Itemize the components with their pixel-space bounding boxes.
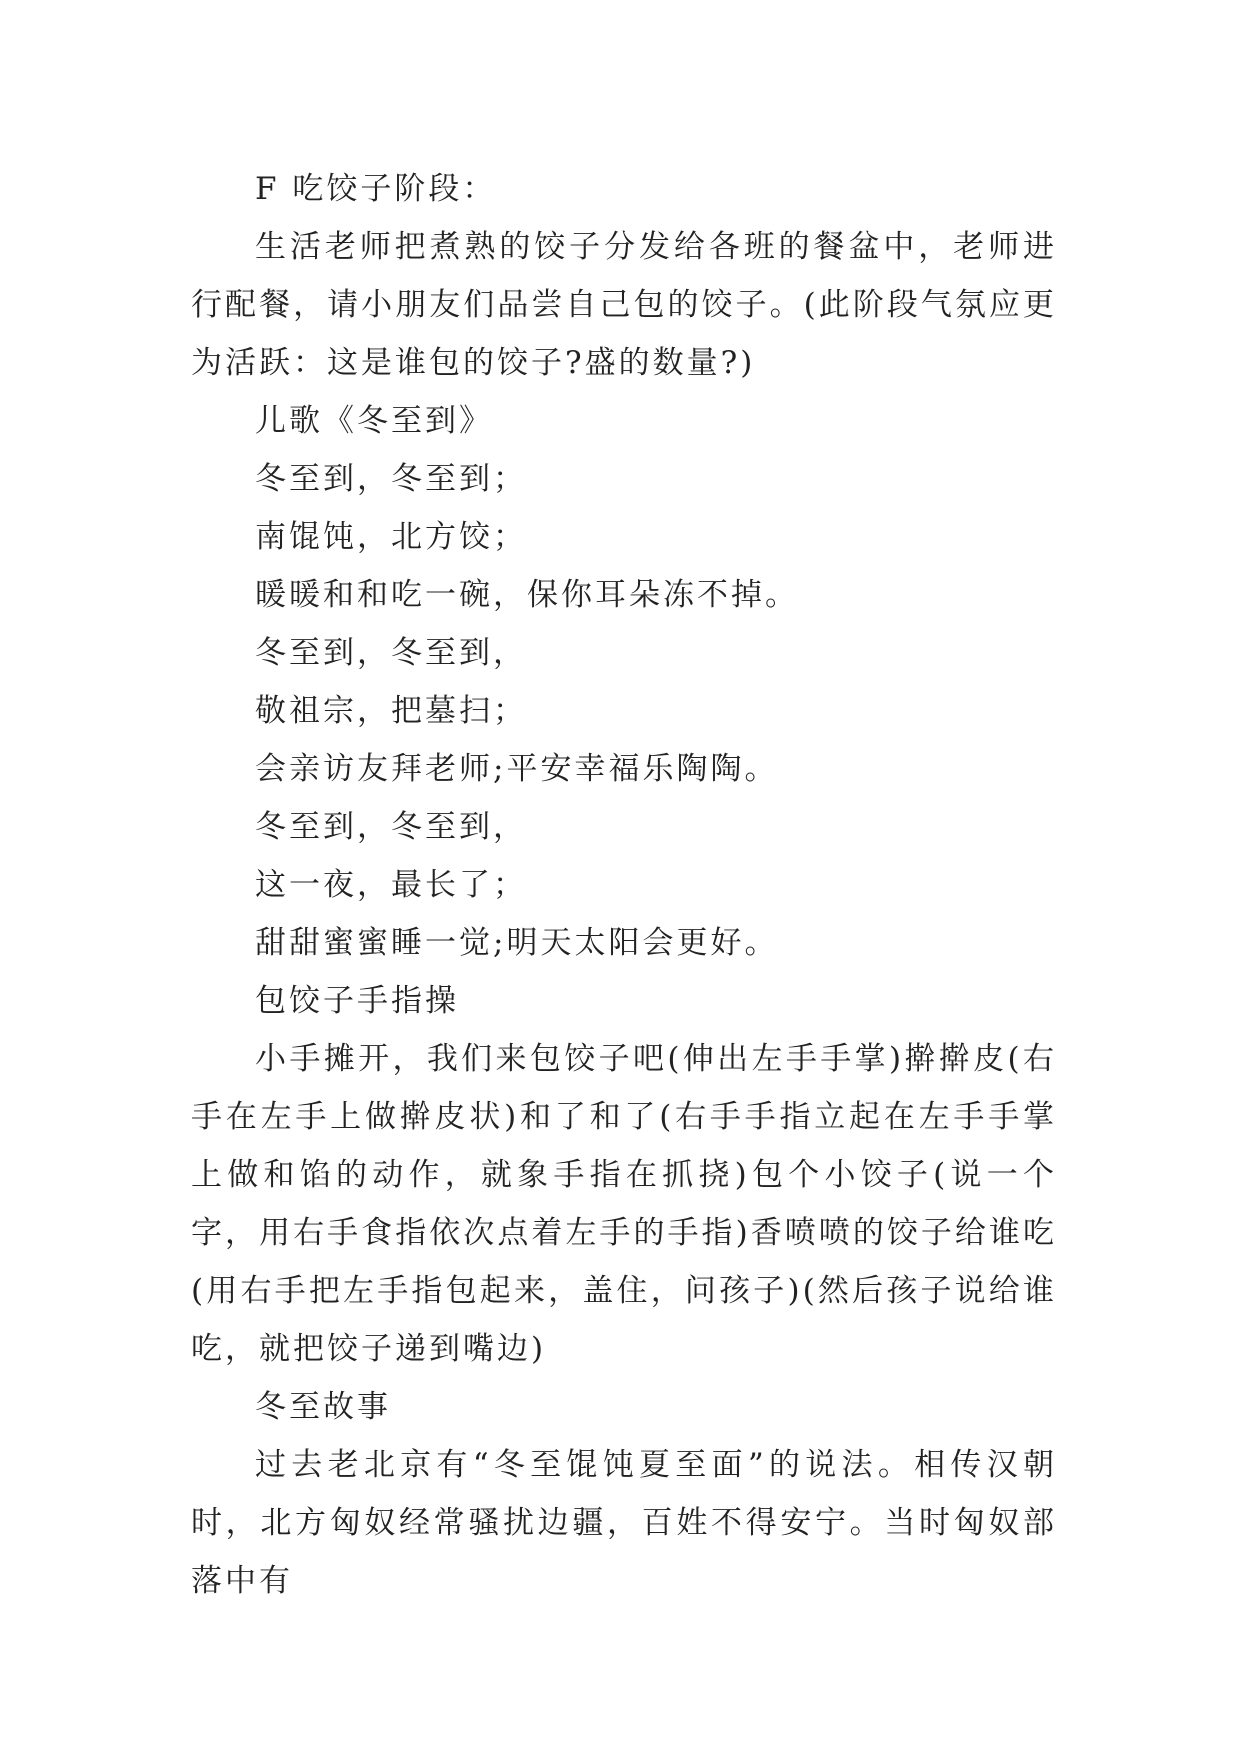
rhyme-line: 南馄饨，北方饺； xyxy=(255,519,527,555)
nursery-rhyme-title: 儿歌《冬至到》 xyxy=(255,403,493,439)
rhyme-line: 会亲访友拜老师;平安幸福乐陶陶。 xyxy=(255,751,779,787)
rhyme-line: 这一夜，最长了； xyxy=(255,867,527,903)
rhyme-line: 敬祖宗，把墓扫； xyxy=(255,693,527,729)
document-body xyxy=(191,160,1057,1610)
rhyme-line: 甜甜蜜蜜睡一觉;明天太阳会更好。 xyxy=(255,925,779,961)
paragraph-serving-dumplings: 生活老师把煮熟的饺子分发给各班的餐盆中，老师进行配餐，请小朋友们品尝自己包的饺子。(此阶段气氛应更为活跃：这是谁包的饺子?盛的数量?) xyxy=(191,229,1057,381)
rhyme-line: 冬至到，冬至到， xyxy=(255,635,527,671)
paragraph-finger-game: 小手摊开，我们来包饺子吧(伸出左手手掌)擀擀皮(右手在左手上做擀皮状)和了和了(右手手指立起在左手手掌上做和馅的动作，就象手指在抓挠)包个小饺子(说一个字，用右手食指依次点着左手的手指)香喷喷的饺子给谁吃(用右手把左手指包起来，盖住，问孩子)(然后孩子说给谁吃，就把饺子递到嘴边) xyxy=(191,1041,1057,1367)
story-title: 冬至故事 xyxy=(255,1389,391,1425)
finger-game-title: 包饺子手指操 xyxy=(255,983,459,1019)
rhyme-line: 暖暖和和吃一碗，保你耳朵冻不掉。 xyxy=(255,577,799,613)
rhyme-line: 冬至到，冬至到， xyxy=(255,809,527,845)
section-heading-eating-dumplings: F 吃饺子阶段： xyxy=(255,171,497,207)
paragraph-story: 过去老北京有“冬至馄饨夏至面”的说法。相传汉朝时，北方匈奴经常骚扰边疆，百姓不得安宁。当时匈奴部落中有 xyxy=(191,1447,1057,1599)
rhyme-line: 冬至到，冬至到； xyxy=(255,461,527,497)
